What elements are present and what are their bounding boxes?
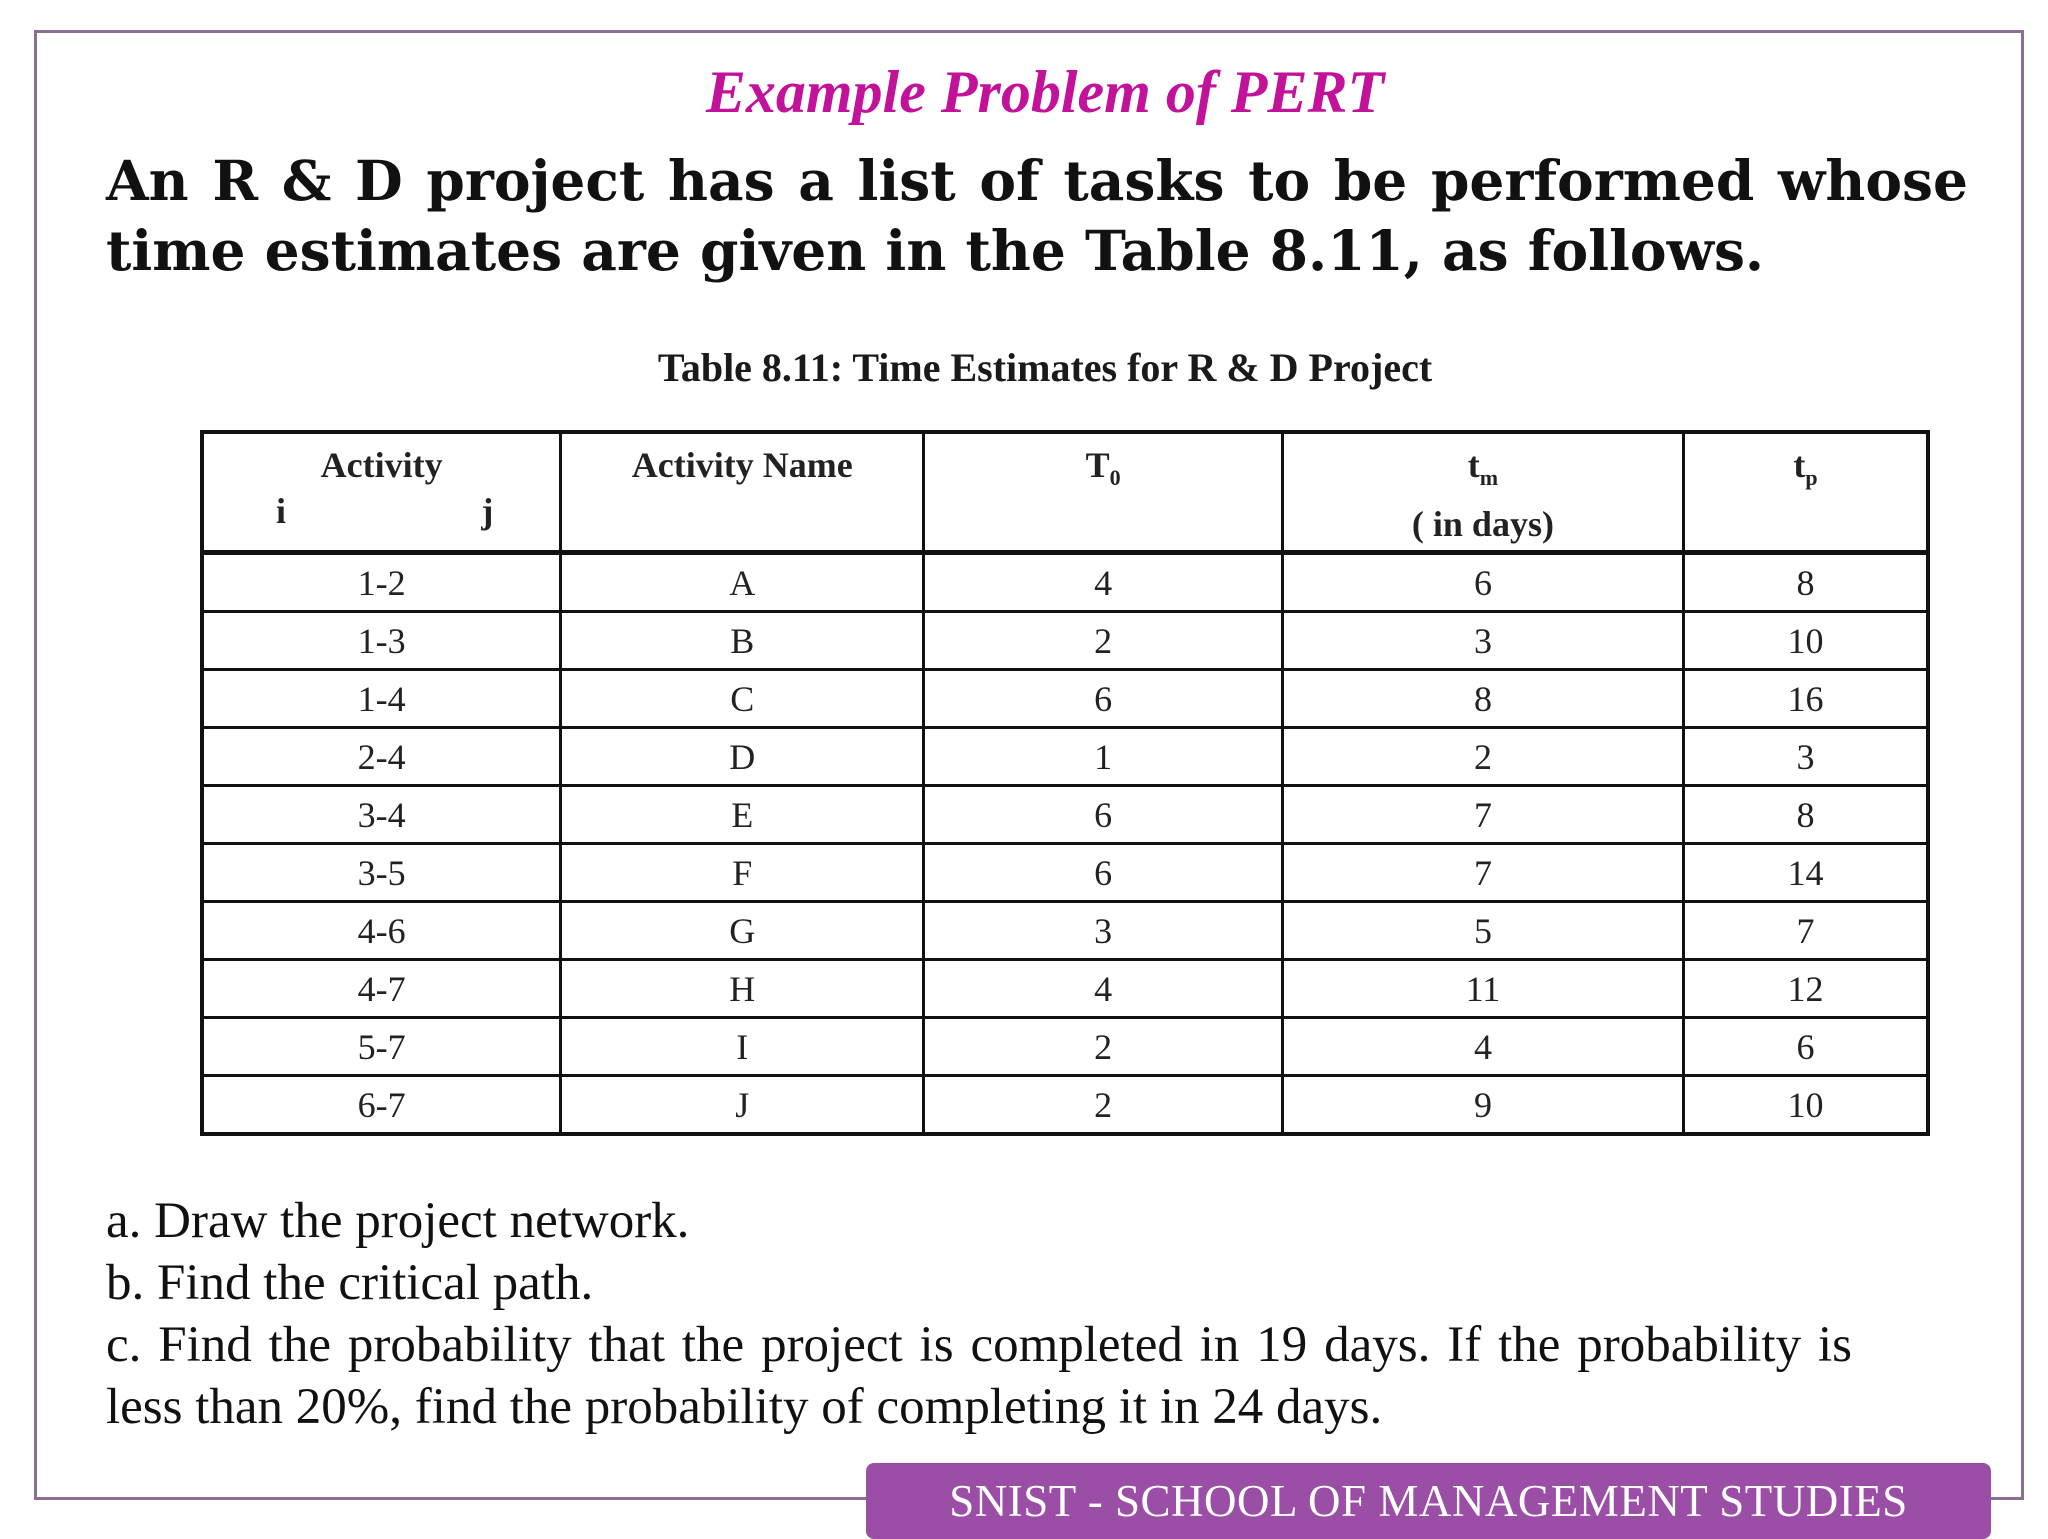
cell-tp: 12 bbox=[1683, 960, 1928, 1018]
questions-list bbox=[106, 1190, 1852, 1438]
header-to-base: T bbox=[1085, 445, 1110, 485]
cell-tp: 3 bbox=[1683, 728, 1928, 786]
intro-paragraph: An R & D project has a list of tasks to be performed whose time estimates are given in the Table 8.11, as follows. bbox=[106, 148, 1968, 283]
cell-to: 3 bbox=[924, 902, 1283, 960]
header-tm-unit: ( in days) bbox=[1411, 504, 1554, 545]
cell-tp: 7 bbox=[1683, 902, 1928, 960]
cell-to: 2 bbox=[924, 1018, 1283, 1076]
footer-badge: SNIST - SCHOOL OF MANAGEMENT STUDIES bbox=[866, 1463, 1991, 1539]
cell-activity: 4-6 bbox=[202, 902, 561, 960]
cell-name: C bbox=[561, 670, 924, 728]
cell-name: E bbox=[561, 786, 924, 844]
table-caption: Table 8.11: Time Estimates for R & D Project bbox=[657, 345, 1433, 390]
cell-tm: 3 bbox=[1282, 612, 1683, 670]
table-row bbox=[202, 960, 1928, 1018]
cell-tm: 5 bbox=[1282, 902, 1683, 960]
cell-to: 2 bbox=[924, 1076, 1283, 1135]
header-activity bbox=[202, 432, 561, 553]
table-row bbox=[202, 902, 1928, 960]
cell-tm: 4 bbox=[1282, 1018, 1683, 1076]
header-tp-base: t bbox=[1793, 445, 1806, 485]
cell-to: 6 bbox=[924, 786, 1283, 844]
cell-activity: 1-4 bbox=[202, 670, 561, 728]
cell-tp: 16 bbox=[1683, 670, 1928, 728]
table-row bbox=[202, 844, 1928, 902]
cell-activity: 4-7 bbox=[202, 960, 561, 1018]
table-row bbox=[202, 553, 1928, 612]
cell-to: 2 bbox=[924, 612, 1283, 670]
cell-to: 6 bbox=[924, 670, 1283, 728]
table-row bbox=[202, 612, 1928, 670]
cell-activity: 5-7 bbox=[202, 1018, 561, 1076]
cell-name: A bbox=[561, 553, 924, 612]
header-tm bbox=[1282, 432, 1683, 553]
cell-tm: 7 bbox=[1282, 786, 1683, 844]
header-tm-base: t bbox=[1467, 445, 1480, 485]
cell-name: J bbox=[561, 1076, 924, 1135]
header-tp bbox=[1683, 432, 1928, 553]
cell-name: H bbox=[561, 960, 924, 1018]
cell-tm: 7 bbox=[1282, 844, 1683, 902]
cell-tm: 8 bbox=[1282, 670, 1683, 728]
cell-name: F bbox=[561, 844, 924, 902]
cell-name: G bbox=[561, 902, 924, 960]
cell-to: 4 bbox=[924, 553, 1283, 612]
table-row bbox=[202, 728, 1928, 786]
header-activity-label: Activity bbox=[320, 445, 443, 485]
header-to bbox=[924, 432, 1283, 553]
time-estimates-table bbox=[200, 430, 1930, 1136]
question-b: b. Find the critical path. bbox=[106, 1255, 594, 1311]
cell-activity: 3-5 bbox=[202, 844, 561, 902]
cell-name: I bbox=[561, 1018, 924, 1076]
table-row bbox=[202, 1076, 1928, 1135]
cell-tm: 6 bbox=[1282, 553, 1683, 612]
cell-activity: 1-3 bbox=[202, 612, 561, 670]
header-tp-sub: p bbox=[1805, 465, 1818, 491]
header-tm-sub: m bbox=[1479, 465, 1499, 491]
slide-title: Example Problem of PERT bbox=[705, 59, 1385, 125]
header-activity-name: Activity Name bbox=[561, 432, 924, 553]
cell-activity: 3-4 bbox=[202, 786, 561, 844]
table-body bbox=[202, 553, 1928, 1135]
cell-name: D bbox=[561, 728, 924, 786]
header-ij bbox=[204, 488, 559, 534]
cell-to: 1 bbox=[924, 728, 1283, 786]
cell-activity: 6-7 bbox=[202, 1076, 561, 1135]
cell-tm: 9 bbox=[1282, 1076, 1683, 1135]
cell-to: 6 bbox=[924, 844, 1283, 902]
cell-activity: 2-4 bbox=[202, 728, 561, 786]
cell-tp: 6 bbox=[1683, 1018, 1928, 1076]
cell-to: 4 bbox=[924, 960, 1283, 1018]
cell-tp: 8 bbox=[1683, 553, 1928, 612]
cell-activity: 1-2 bbox=[202, 553, 561, 612]
header-activity-i: i bbox=[276, 491, 287, 531]
table-row bbox=[202, 786, 1928, 844]
cell-tm: 11 bbox=[1282, 960, 1683, 1018]
header-to-sub: 0 bbox=[1109, 465, 1121, 491]
question-a: a. Draw the project network. bbox=[106, 1193, 690, 1249]
cell-name: B bbox=[561, 612, 924, 670]
cell-tm: 2 bbox=[1282, 728, 1683, 786]
table-header-row bbox=[202, 432, 1928, 553]
header-activity-j: j bbox=[481, 491, 494, 531]
cell-tp: 14 bbox=[1683, 844, 1928, 902]
cell-tp: 10 bbox=[1683, 1076, 1928, 1135]
table-row bbox=[202, 1018, 1928, 1076]
table-row bbox=[202, 670, 1928, 728]
cell-tp: 8 bbox=[1683, 786, 1928, 844]
cell-tp: 10 bbox=[1683, 612, 1928, 670]
question-c: c. Find the probability that the project is completed in 19 days. If the probability is less than 20%, find the probability of completing it in 24 days. bbox=[106, 1317, 1852, 1435]
